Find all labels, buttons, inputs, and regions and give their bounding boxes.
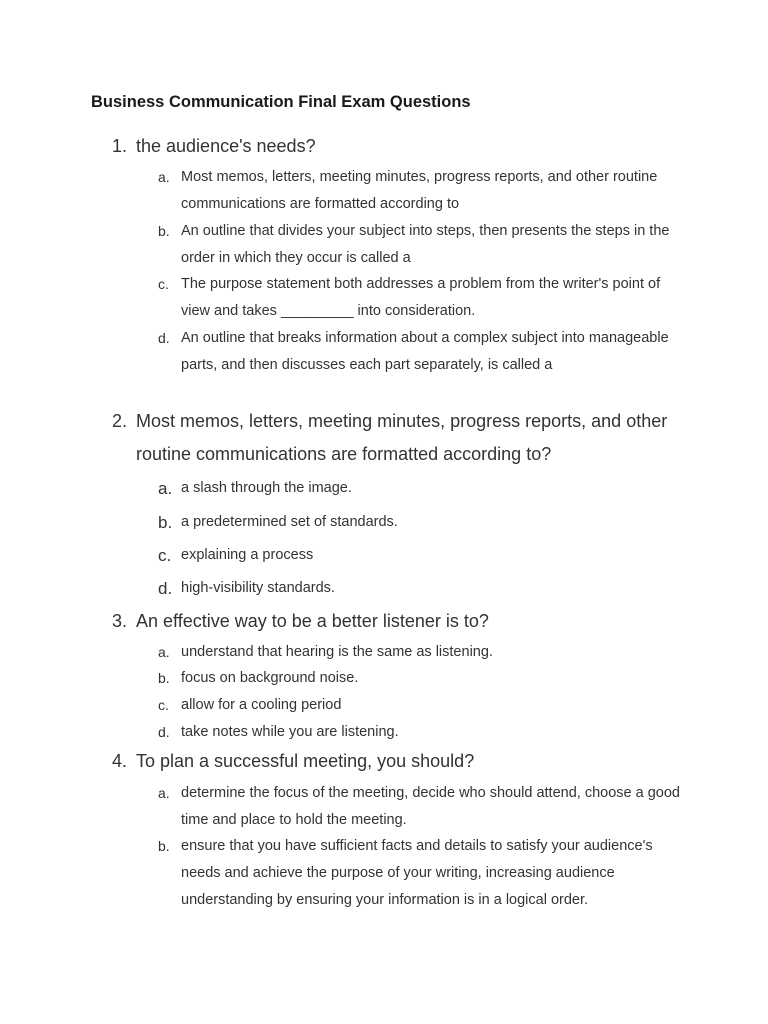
question-text: An effective way to be a better listener is to?: [136, 611, 489, 631]
option-letter: a.: [158, 644, 170, 660]
option-letter: b.: [158, 670, 170, 686]
question-number: 1.: [112, 136, 128, 156]
question-text: Most memos, letters, meeting minutes, progress reports, and other routine communications are formatted according to?: [136, 411, 668, 464]
option-text: take notes while you are listening.: [181, 724, 399, 740]
option-letter: c.: [158, 276, 169, 292]
question-number: 2.: [112, 411, 128, 431]
option-letter: d.: [158, 724, 170, 740]
option-text: high-visibility standards.: [181, 580, 335, 596]
option-letter: c.: [158, 546, 172, 565]
option-text: explaining a process: [181, 547, 314, 563]
option-letter: b.: [158, 513, 173, 532]
document-title: Business Communication Final Exam Questions: [91, 93, 471, 111]
option-letter: b.: [158, 838, 170, 854]
option-text: understand that hearing is the same as listening.: [181, 644, 493, 660]
option-text: a predetermined set of standards.: [181, 514, 398, 530]
option-letter: d.: [158, 330, 170, 346]
question-number: 4.: [112, 751, 128, 771]
option-text: An outline that breaks information about a complex subject into manageable parts, and then discusses each part separately, is called a: [181, 330, 669, 373]
option-letter: c.: [158, 697, 169, 713]
option-letter: a.: [158, 479, 173, 498]
option-letter: a.: [158, 785, 170, 801]
option-text: The purpose statement both addresses a problem from the writer's point of view and takes _________ into consideration.: [181, 276, 661, 319]
option-letter: d.: [158, 579, 173, 598]
option-text: focus on background noise.: [181, 670, 359, 686]
question-number: 3.: [112, 611, 128, 631]
option-letter: a.: [158, 169, 170, 185]
option-letter: b.: [158, 223, 170, 239]
option-text: a slash through the image.: [181, 480, 352, 496]
option-text: An outline that divides your subject into steps, then presents the steps in the order in which they occur is called a: [181, 223, 670, 266]
option-text: Most memos, letters, meeting minutes, progress reports, and other routine communications are formatted according to: [181, 169, 658, 212]
option-text: ensure that you have sufficient facts and details to satisfy your audience's needs and achieve the purpose of your writing, increasing audience understanding by ensuring your information is in a logical order.: [181, 838, 653, 908]
question-text: To plan a successful meeting, you should?: [136, 751, 475, 771]
option-text: allow for a cooling period: [181, 697, 342, 713]
option-text: determine the focus of the meeting, decide who should attend, choose a good time and place to hold the meeting.: [181, 785, 680, 828]
question-text: the audience's needs?: [136, 136, 316, 156]
